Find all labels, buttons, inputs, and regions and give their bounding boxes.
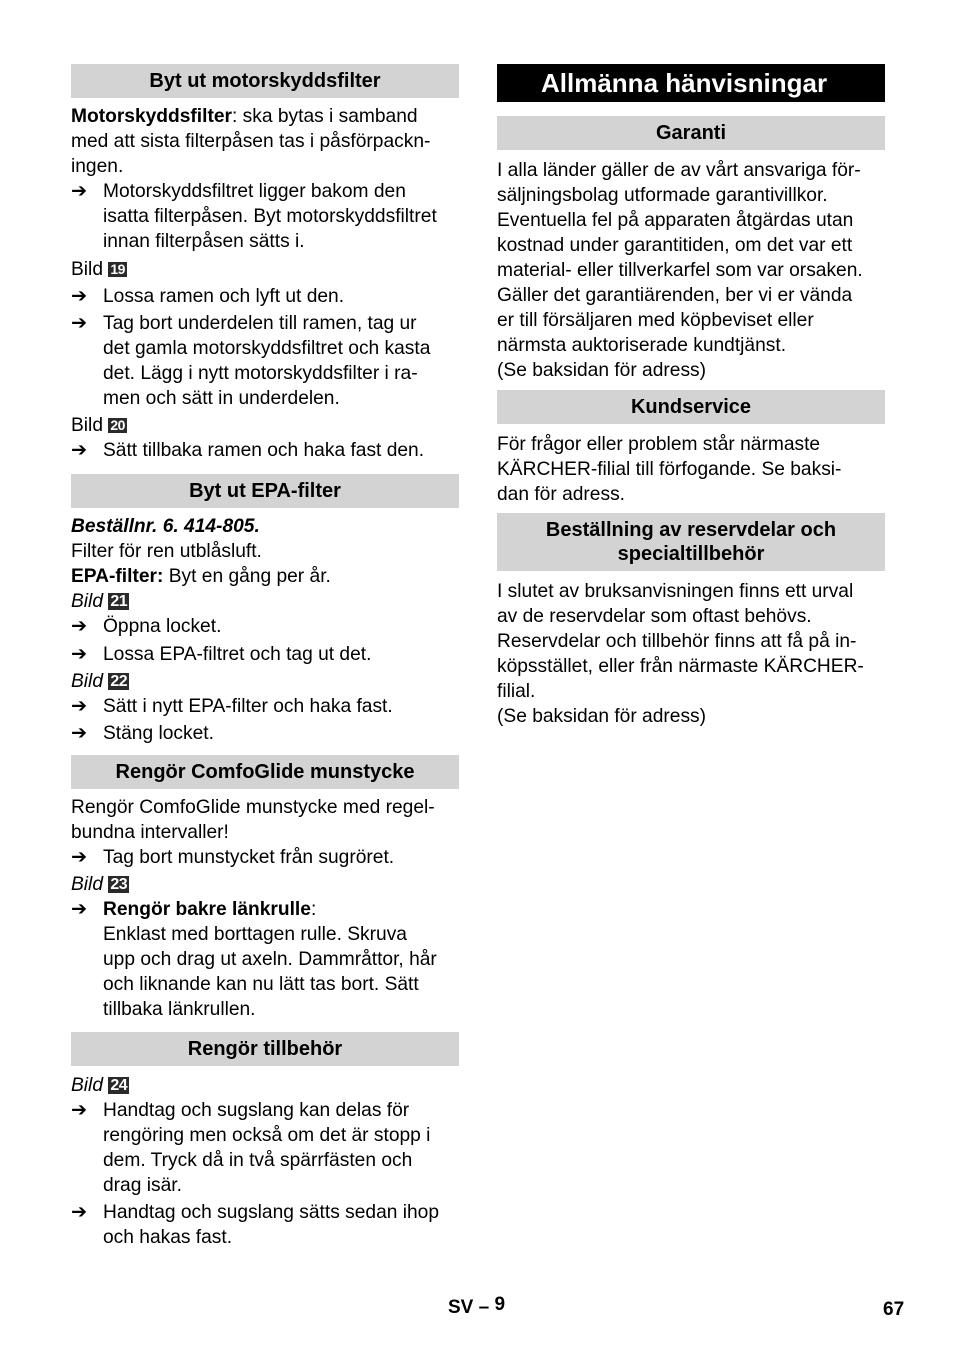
figure-number-badge: 21 <box>110 593 128 610</box>
list-item: ➔ Rengör bakre länkrulle: Enklast med borttagen rulle. Skruva upp och drag ut axeln. Dammråttor, hår och liknande kan nu lätt tas bort. Sätt tillbaka länkrullen. <box>71 899 437 1020</box>
motor-intro: Motorskyddsfilter: ska bytas i samband <box>71 106 418 127</box>
section-heading-accessories: Rengör tillbehör <box>71 1032 459 1066</box>
arrow-right-icon: ➔ <box>71 313 88 334</box>
customer-service-text: För frågor eller problem står närmaste KÄRCHER-filial till förfogande. Se baksi- dan för adress. <box>497 434 842 505</box>
figure-number-badge: 22 <box>110 673 128 690</box>
list-item: ➔ Motorskyddsfiltret ligger bakom den isatta filterpåsen. Byt motorskyddsfiltret innan filterpåsen sätts i. <box>71 181 437 252</box>
chapter-heading: Allmänna hänvisningar <box>497 64 885 102</box>
section-heading-warranty: Garanti <box>497 116 885 150</box>
figure-number-badge: 23 <box>110 876 128 893</box>
epa-line1: Filter för ren utblåsluft. <box>71 541 262 562</box>
order-number: Beställnr. 6. 414-805. <box>71 516 260 537</box>
arrow-right-icon: ➔ <box>71 181 88 202</box>
arrow-right-icon: ➔ <box>71 696 88 717</box>
list-item: ➔ Lossa EPA-filtret och tag ut det. <box>71 644 372 665</box>
section-heading-customer-service: Kundservice <box>497 390 885 424</box>
list-item: ➔ Tag bort underdelen till ramen, tag ur det gamla motorskyddsfiltret och kasta det. Lägg i nytt motorskyddsfilter i ra- men och sätt in underdelen. <box>71 313 431 409</box>
list-item: ➔ Handtag och sugslang kan delas för rengöring men också om det är stopp i dem. Tryck då in två spärrfästen och drag isär. <box>71 1100 431 1196</box>
arrow-right-icon: ➔ <box>71 847 88 868</box>
figure-number-badge: 24 <box>110 1077 128 1094</box>
arrow-right-icon: ➔ <box>71 644 88 665</box>
arrow-right-icon: ➔ <box>71 286 88 307</box>
list-item: ➔ Sätt tillbaka ramen och haka fast den. <box>71 440 425 461</box>
list-item: ➔ Stäng locket. <box>71 723 214 744</box>
list-item: ➔ Handtag och sugslang sätts sedan ihop och hakas fast. <box>71 1202 440 1248</box>
list-item: ➔ Tag bort munstycket från sugröret. <box>71 847 395 868</box>
figure-reference: Bild 22 <box>71 671 128 692</box>
epa-line2: EPA-filter: Byt en gång per år. <box>71 566 331 587</box>
arrow-right-icon: ➔ <box>71 616 88 637</box>
figure-reference: Bild 21 <box>71 591 128 612</box>
section-heading-epa: Byt ut EPA-filter <box>71 474 459 508</box>
comfo-intro-line2: bundna intervaller! <box>71 822 229 843</box>
arrow-right-icon: ➔ <box>71 1100 88 1121</box>
arrow-right-icon: ➔ <box>71 1202 88 1223</box>
comfo-intro-line1: Rengör ComfoGlide munstycke med regel- <box>71 797 435 818</box>
page-number: 67 <box>883 1299 905 1320</box>
warranty-text: I alla länder gäller de av vårt ansvariga för- säljningsbolag utformade garantivillkor. Eventuella fel på apparaten åtgärdas utan kostnad under garantitiden, om det var ett material- eller tillverkarfel som var orsaken. Gäller det garantiärenden, ber vi er vända er till försäljaren med köpbeviset eller närmsta auktoriserade kundtjänst. (Se baksidan för adress) <box>497 160 863 381</box>
left-column <box>71 64 459 1250</box>
arrow-right-icon: ➔ <box>71 899 88 920</box>
right-column <box>497 64 885 729</box>
list-item: ➔ Sätt i nytt EPA-filter och haka fast. <box>71 696 393 717</box>
section-heading-spare-parts: Beställning av reservdelar och specialtillbehör <box>497 513 885 571</box>
figure-reference: Bild 24 <box>71 1075 128 1096</box>
section-heading-motor-filter: Byt ut motorskyddsfilter <box>71 64 459 98</box>
figure-reference: Bild 19 <box>71 259 125 280</box>
figure-reference: Bild 23 <box>71 874 128 895</box>
arrow-right-icon: ➔ <box>71 723 88 744</box>
list-item: ➔ Öppna locket. <box>71 616 222 637</box>
figure-reference: Bild 20 <box>71 415 125 436</box>
section-heading-comfoglide: Rengör ComfoGlide munstycke <box>71 755 459 789</box>
list-item: ➔ Lossa ramen och lyft ut den. <box>71 286 345 307</box>
figure-number-badge: 19 <box>110 261 125 277</box>
figure-number-badge: 20 <box>110 417 125 433</box>
motor-intro-line3: ingen. <box>71 156 124 177</box>
motor-intro-line2: med att sista filterpåsen tas i påsförpackn- <box>71 131 431 152</box>
footer-section-page: SV – 9 <box>448 1294 506 1318</box>
arrow-right-icon: ➔ <box>71 440 88 461</box>
spare-parts-text: I slutet av bruksanvisningen finns ett urval av de reservdelar som oftast behövs. Reservdelar och tillbehör finns att få på in- köpsstället, eller från närmaste KÄRCHER- filial. (Se baksidan för adress) <box>497 581 864 727</box>
